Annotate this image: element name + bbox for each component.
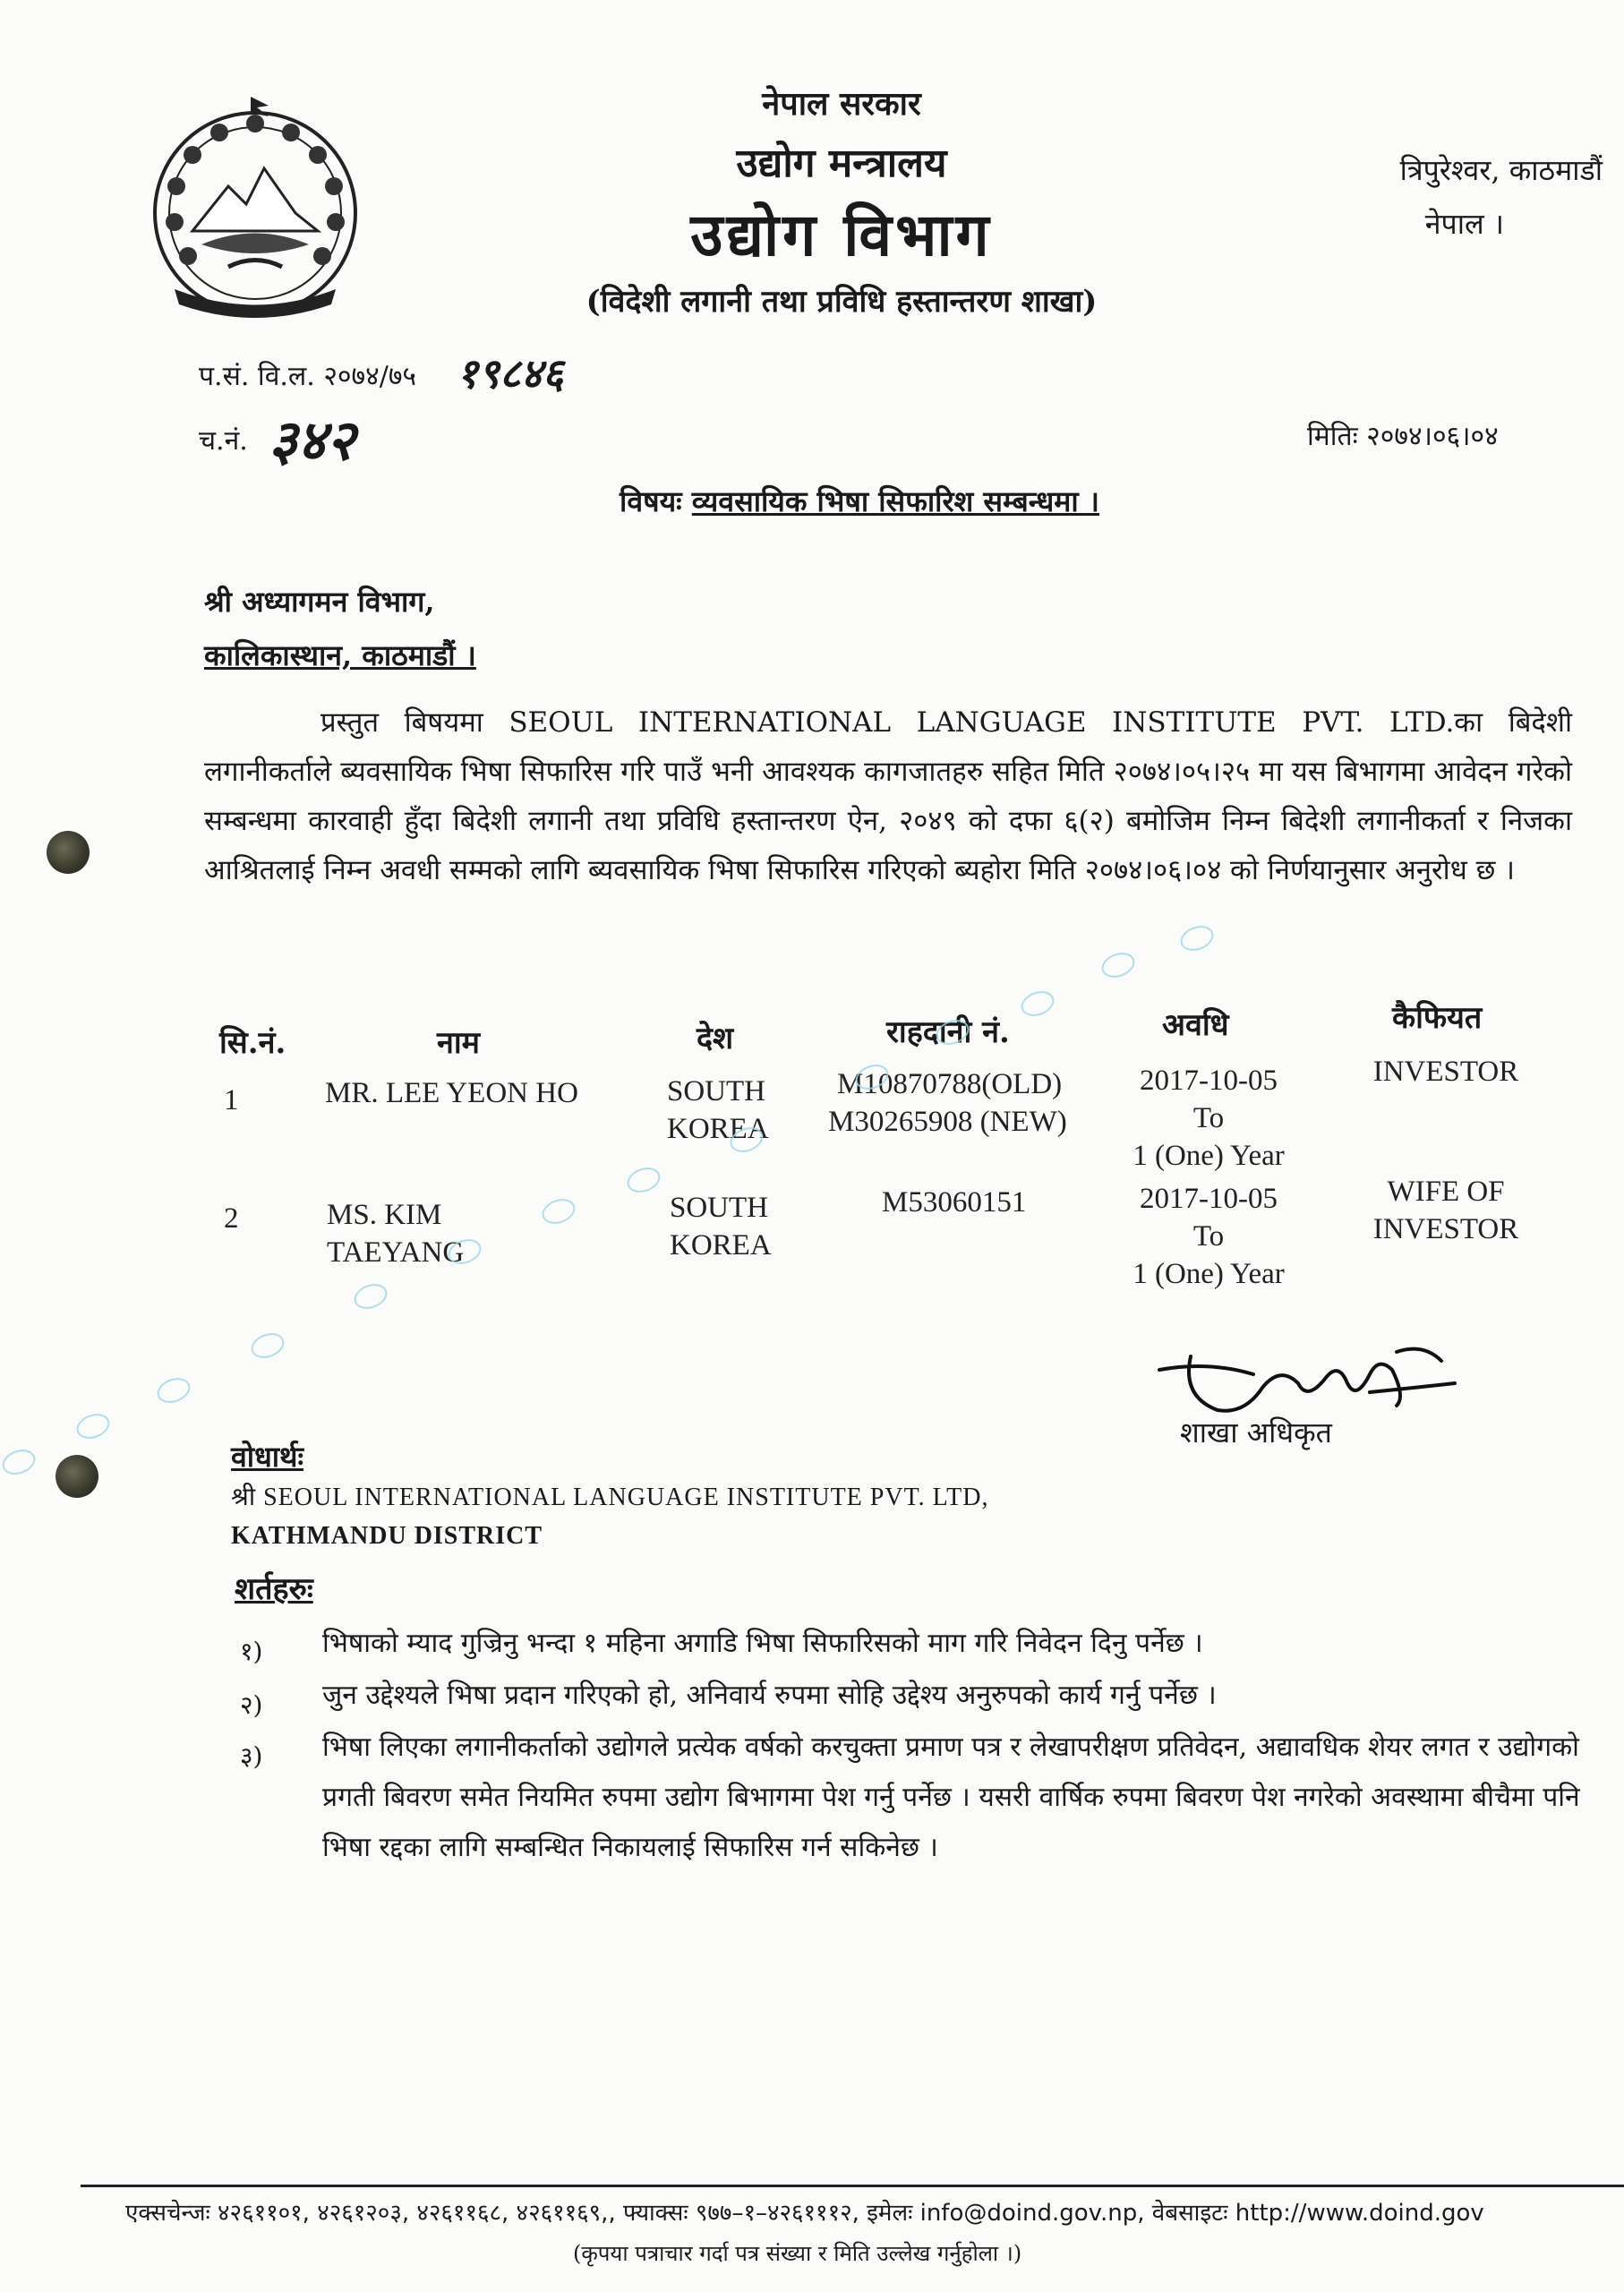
watermark-mark xyxy=(539,1194,579,1227)
cc-label: वोधार्थः xyxy=(231,1440,303,1474)
watermark-mark xyxy=(1098,948,1139,981)
cc-district: KATHMANDU DISTRICT xyxy=(231,1522,543,1550)
watermark-mark xyxy=(351,1279,391,1313)
table-header-country: देश xyxy=(697,1021,734,1056)
condition-text: जुन उद्देश्यले भिषा प्रदान गरिएको हो, अनिवार्य रुपमा सोहि उद्देश्य अनुरुपको कार्य गर्नु पर्नेछ । xyxy=(322,1680,1217,1711)
dispatch-number-label: च.नं. xyxy=(199,425,248,457)
row-remarks: INVESTOR xyxy=(1372,1056,1519,1088)
government-name: नेपाल सरकार xyxy=(762,85,921,123)
watermark-mark xyxy=(154,1373,194,1407)
nepal-emblem-icon xyxy=(139,97,372,329)
watermark-mark xyxy=(1177,921,1218,954)
row-sn: 2 xyxy=(224,1202,239,1235)
row-country: KOREA xyxy=(670,1229,772,1261)
body-paragraph: प्रस्तुत बिषयमा SEOUL INTERNATIONAL LANGUAGE INSTITUTE PVT. LTD.का बिदेशी लगानीकर्ताले ब्यवसायिक भिषा सिफारिस गरि पाउँ भनी आवश्यक कागजातहरु सहित मिति २०७४।०५।२५ मा यस बिभागमा आवेदन गरेको सम्बन्धमा कारवाही हुँदा बिदेशी लगानी तथा प्रविधि हस्तान्तरण ऐन, २०४९ को दफा ६(२) बमोजिम निम्न बिदेशी लगानीकर्ता र निजका आश्रितलाई निम्न अवधी सम्मको लागि ब्यवसायिक भिषा सिफारिस गरिएको ब्यहोरा मिति २०७४।०६।०४ को निर्णयानुसार अनुरोध छ । xyxy=(204,706,1572,886)
table-header-period: अवधि xyxy=(1162,1007,1229,1043)
row-sn: 1 xyxy=(224,1084,239,1116)
condition-number: ३) xyxy=(240,1741,263,1771)
condition-number: २) xyxy=(240,1690,263,1720)
watermark-mark xyxy=(1018,987,1058,1020)
signatory-title: शाखा अधिकृत xyxy=(1180,1415,1332,1450)
punch-hole xyxy=(47,831,90,874)
footer-contact: एक्सचेन्जः ४२६११०१, ४२६१२०३, ४२६११६८, ४२६११६९,, फ्याक्सः ९७७–१–४२६१११२, इमेलः info@doind.gov.np, वेबसाइटः http://www.doind.gov xyxy=(125,2200,1484,2227)
row-period: 2017-10-05 xyxy=(1140,1065,1278,1097)
condition-text: भिषाको म्याद गुज्रिनु भन्दा १ महिना अगाडि भिषा सिफारिसको माग गरि निवेदन दिनु पर्नेछ । xyxy=(322,1628,1203,1659)
row-remarks: WIFE OF xyxy=(1387,1176,1505,1208)
row-period: To xyxy=(1192,1102,1225,1134)
row-country: KOREA xyxy=(667,1113,769,1145)
table-header-name: नाम xyxy=(437,1025,481,1061)
watermark-mark xyxy=(624,1163,664,1196)
letter-number-handwritten: १९८४६ xyxy=(457,349,564,398)
dispatch-number-handwritten: ३४२ xyxy=(269,407,355,473)
row-passport: M53060151 xyxy=(882,1186,1027,1219)
cc-recipient: श्री SEOUL INTERNATIONAL LANGUAGE INSTITUTE PVT. LTD, xyxy=(231,1484,989,1511)
table-header-remarks: कैफियत xyxy=(1392,1000,1483,1036)
footer-divider xyxy=(81,2185,1624,2187)
office-address-line2: नेपाल । xyxy=(1424,207,1504,241)
letter-number-label: प.सं. वि.ल. २०७४/७५ xyxy=(199,361,417,392)
addressee-line1: श्री अध्यागमन विभाग, xyxy=(204,585,435,619)
subject-text: व्यवसायिक भिषा सिफारिश सम्बन्धमा । xyxy=(691,484,1099,518)
row-name: MS. KIM xyxy=(327,1199,442,1231)
condition-number: १) xyxy=(240,1637,263,1666)
watermark-mark xyxy=(73,1409,114,1442)
addressee-line2: कालिकास्थान, काठमाडौं । xyxy=(204,638,476,672)
table-header-sn: सि.नं. xyxy=(219,1025,286,1061)
punch-hole xyxy=(56,1455,98,1498)
table-header-passport: राहदानी नं. xyxy=(886,1014,1010,1050)
watermark-mark xyxy=(248,1329,288,1362)
subject-line xyxy=(466,482,1253,520)
row-period: To xyxy=(1192,1220,1225,1253)
row-passport: M10870788(OLD) xyxy=(837,1068,1063,1100)
row-period: 2017-10-05 xyxy=(1140,1183,1278,1215)
footer-note: (कृपया पत्राचार गर्दा पत्र संख्या र मिति उल्लेख गर्नुहोला ।) xyxy=(573,2241,1022,2266)
row-name: TAEYANG xyxy=(327,1236,465,1269)
letter-date: मितिः २०७४।०६।०४ xyxy=(1307,421,1499,452)
row-country: SOUTH xyxy=(670,1192,769,1224)
row-name: MR. LEE YEON HO xyxy=(325,1077,578,1109)
watermark-mark xyxy=(0,1445,38,1478)
handwritten-signature xyxy=(1155,1334,1459,1424)
condition-text: भिषा लिएका लगानीकर्ताको उद्योगले प्रत्येक वर्षको करचुक्ता प्रमाण पत्र र लेखापरीक्षण प्रतिवेदन, अद्यावधिक शेयर लगत र उद्योगको प्रगती बिवरण समेत नियमित रुपमा उद्योग बिभागमा पेश गर्नु पर्नेछ । यसरी वार्षिक रुपमा बिवरण पेश नगरेको अवस्थामा बीचैमा पनि भिषा रद्दका लागि सम्बन्धित निकायलाई सिफारिस गर्न सकिनेछ । xyxy=(322,1732,1580,1863)
row-period: 1 (One) Year xyxy=(1133,1258,1285,1290)
row-passport: M30265908 (NEW) xyxy=(828,1106,1067,1138)
row-remarks: INVESTOR xyxy=(1372,1213,1519,1245)
office-address-line1: त्रिपुरेश्वर, काठमाडौं xyxy=(1399,153,1603,187)
branch-name: (विदेशी लगानी तथा प्रविधि हस्तान्तरण शाखा) xyxy=(585,284,1098,320)
ministry-name: उद्योग मन्त्रालय xyxy=(736,141,947,186)
conditions-label: शर्तहरुः xyxy=(235,1571,313,1607)
subject-label: विषयः xyxy=(620,484,682,518)
row-period: 1 (One) Year xyxy=(1133,1140,1285,1172)
department-name: उद्योग विभाग xyxy=(690,200,993,269)
row-country: SOUTH xyxy=(667,1075,766,1108)
